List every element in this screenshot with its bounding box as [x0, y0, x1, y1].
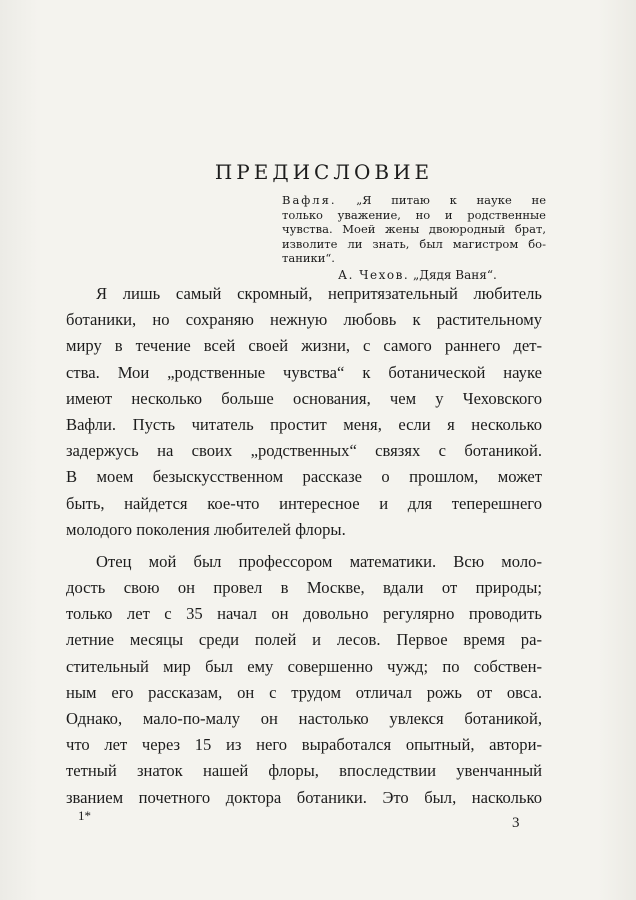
body-text	[66, 281, 542, 811]
text-line: что лет через 15 из него выработался опытный, автори-	[66, 735, 542, 755]
text-line: только лет с 35 начал он довольно регулярно проводить	[66, 604, 542, 624]
text-line: имеют несколько больше основания, чем у Чеховского	[66, 388, 542, 408]
epigraph-line: таники“.	[282, 251, 335, 266]
epigraph-line: изволите ли знать, был магистром бо-	[282, 236, 546, 251]
epigraph	[282, 193, 546, 283]
text-line: молодого поколения любителей флоры.	[66, 519, 346, 539]
text-line: званием почетного доктора ботаники. Это был, насколько	[66, 787, 542, 807]
text-line: ства. Мои „родственные чувства“ к ботанической науке	[66, 362, 542, 382]
text-line: дость свою он провел в Москве, вдали от природы;	[66, 578, 542, 598]
signature-mark: 1*	[78, 808, 91, 823]
text-line: тетный знаток нашей флоры, впоследствии увенчанный	[66, 761, 542, 781]
text-line: ботаники, но сохраняю нежную любовь к растительному	[66, 310, 542, 330]
epigraph-line: только уважение, но и родственные	[282, 207, 546, 222]
text-line: ным его рассказам, он с трудом отличал рожь от овса.	[66, 682, 542, 702]
epigraph-line	[282, 193, 546, 208]
text-line: Я лишь самый скромный, непритязательный любитель	[96, 284, 542, 303]
text-line: миру в течение всей своей жизни, с самого раннего дет-	[66, 336, 542, 356]
epigraph-author: А. Чехов.	[338, 267, 410, 282]
epigraph-speaker: Вафля.	[282, 193, 337, 207]
epigraph-work: „Дядя Ваня“.	[412, 267, 497, 282]
text-line: летние месяцы среди полей и лесов. Первое время ра-	[66, 630, 542, 650]
text-line: задержусь на своих „родственных“ связях с ботаникой.	[66, 441, 542, 461]
text-line: Отец мой был профессором математики. Всю моло-	[96, 551, 542, 571]
epigraph-line: чувства. Моей жены двоюродный брат,	[282, 222, 546, 237]
page-number: 3	[512, 815, 520, 831]
chapter-heading: ПРЕДИСЛОВИЕ	[214, 160, 434, 184]
text-line: Однако, мало-по-малу он настолько увлекся ботаникой,	[66, 709, 542, 728]
text-line: стительный мир был ему совершенно чужд; по собствен-	[66, 656, 542, 676]
text-line: Вафли. Пусть читатель простит меня, если я несколько	[66, 414, 542, 434]
epigraph-text: „Я питаю к науке не	[356, 193, 546, 207]
text-line: В моем безыскусственном рассказе о прошлом, может	[66, 467, 542, 487]
text-line: быть, найдется кое-что интересное и для теперешнего	[66, 493, 542, 513]
